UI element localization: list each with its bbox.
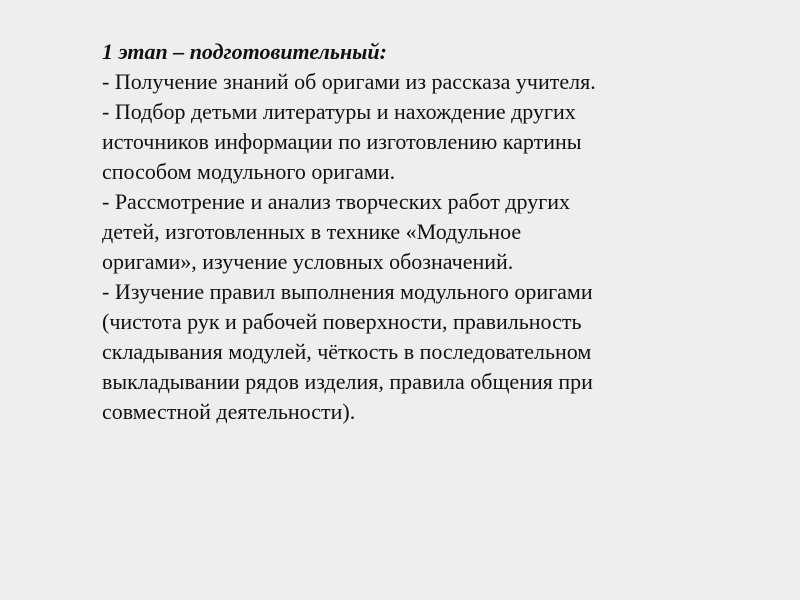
text-line-10: складывания модулей, чёткость в последовательном [102,339,592,364]
text-line-8: - Изучение правил выполнения модульного оригами [102,279,593,304]
text-line-3: источников информации по изготовлению картины [102,129,582,154]
stage-heading: 1 этап – подготовительный: [102,39,387,64]
text-line-9: (чистота рук и рабочей поверхности, правильность [102,309,582,334]
text-line-5: - Рассмотрение и анализ творческих работ других [102,189,571,214]
text-line-12: совместной деятельности). [102,399,356,424]
text-line-11: выкладывании рядов изделия, правила общения при [102,369,593,394]
text-line-7: оригами», изучение условных обозначений. [102,249,514,274]
text-line-2: - Подбор детьми литературы и нахождение других [102,99,576,124]
text-line-6: детей, изготовленных в технике «Модульное [102,219,522,244]
stage-description [102,37,742,427]
text-line-1: - Получение знаний об оригами из рассказа учителя. [102,69,596,94]
text-line-4: способом модульного оригами. [102,159,396,184]
